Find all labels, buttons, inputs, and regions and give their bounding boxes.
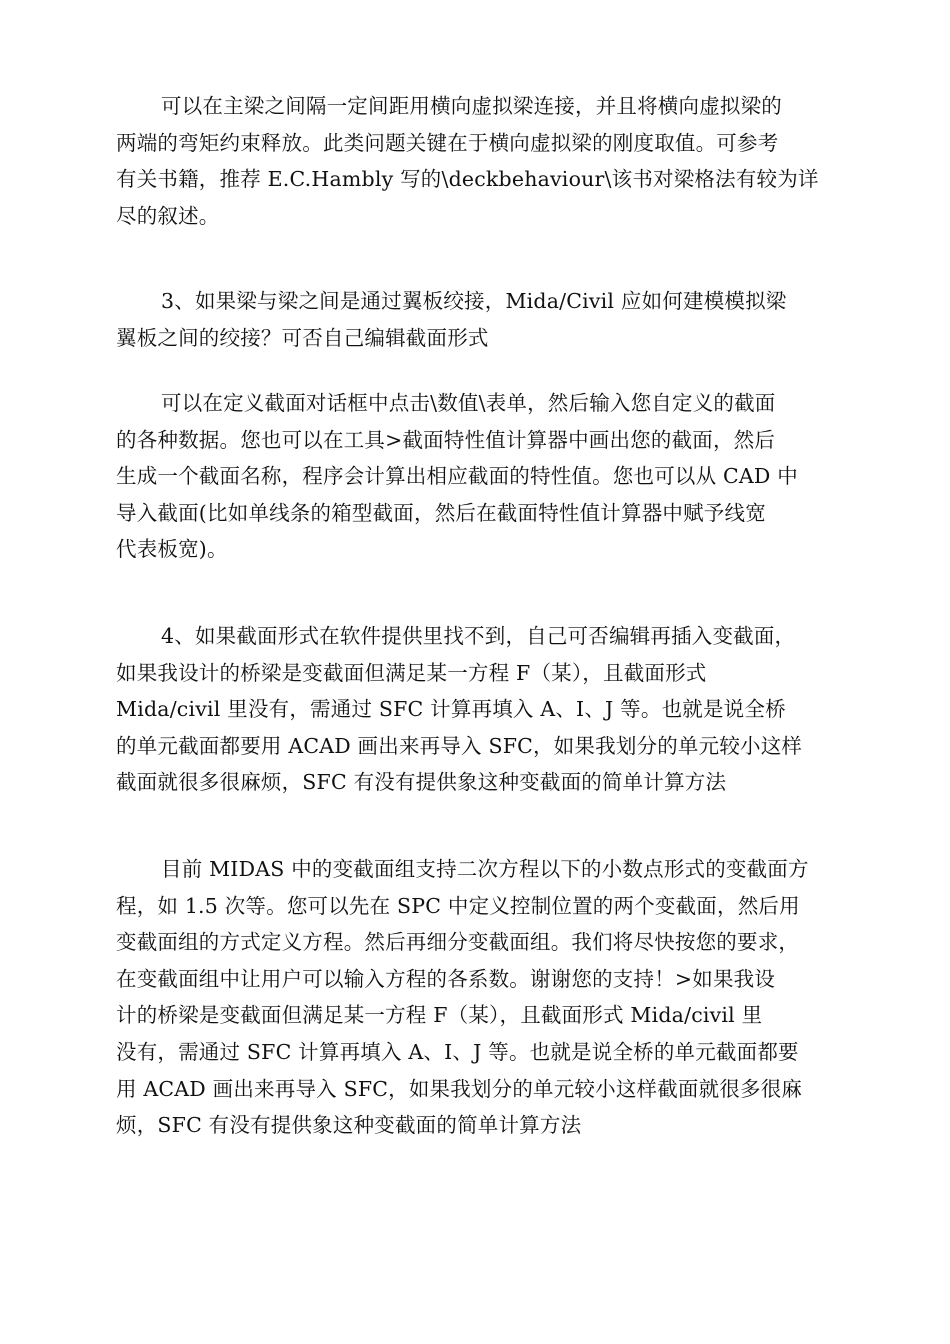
paragraph-question-3: [116, 283, 836, 356]
text-line: 代表板宽)。: [116, 537, 228, 562]
text-line: 生成一个截面名称，程序会计算出相应截面的特性值。您也可以从 CAD 中: [116, 464, 798, 489]
paragraph-answer-4: [116, 851, 836, 1144]
text-line: 可以在定义截面对话框中点击\数值\表单，然后输入您自定义的截面: [161, 391, 776, 415]
text-line: 尽的叙述。: [116, 203, 220, 228]
text-line: 变截面组的方式定义方程。然后再细分变截面组。我们将尽快按您的要求，: [116, 930, 800, 955]
text-line: 导入截面(比如单线条的箱型截面，然后在截面特性值计算器中赋予线宽: [116, 500, 766, 525]
paragraph-question-4: [116, 618, 836, 801]
text-line: 目前 MIDAS 中的变截面组支持二次方程以下的小数点形式的变截面方: [161, 857, 809, 881]
text-line: 可以在主梁之间隔一定间距用横向虚拟梁连接，并且将横向虚拟梁的: [161, 94, 782, 118]
text-line: 如果我设计的桥梁是变截面但满足某一方程 F（某），且截面形式: [116, 660, 707, 685]
text-line: Mida/civil 里没有，需通过 SFC 计算再填入 A、I、J 等。也就是说全桥: [116, 697, 786, 722]
text-line: 两端的弯矩约束释放。此类问题关键在于横向虚拟梁的刚度取值。可参考: [116, 130, 779, 155]
text-line: 烦，SFC 有没有提供象这种变截面的简单计算方法: [116, 1113, 582, 1138]
paragraph-answer-2: [116, 88, 836, 234]
text-line: 的各种数据。您也可以在工具>截面特性值计算器中画出您的截面，然后: [116, 427, 776, 452]
text-line: 截面就很多很麻烦，SFC 有没有提供象这种变截面的简单计算方法: [116, 770, 727, 795]
text-line: 的单元截面都要用 ACAD 画出来再导入 SFC，如果我划分的单元较小这样: [116, 733, 803, 758]
text-line: 程，如 1.5 次等。您可以先在 SPC 中定义控制位置的两个变截面，然后用: [116, 893, 800, 918]
text-line: 4、如果截面形式在软件提供里找不到，自己可否编辑再插入变截面，: [161, 624, 796, 648]
text-line: 没有，需通过 SFC 计算再填入 A、I、J 等。也就是说全桥的单元截面都要: [116, 1039, 799, 1064]
paragraph-answer-3: [116, 385, 836, 568]
text-line: 翼板之间的绞接？可否自己编辑截面形式: [116, 325, 489, 350]
text-line: 3、如果梁与梁之间是通过翼板绞接，Mida/Civil 应如何建模模拟梁: [161, 289, 787, 313]
text-line: 计的桥梁是变截面但满足某一方程 F（某），且截面形式 Mida/civil 里: [116, 1003, 763, 1028]
text-line: 用 ACAD 画出来再导入 SFC，如果我划分的单元较小这样截面就很多很麻: [116, 1076, 803, 1101]
text-line: 在变截面组中让用户可以输入方程的各系数。谢谢您的支持！>如果我设: [116, 966, 776, 991]
text-line: 有关书籍，推荐 E.C.Hambly 写的\deckbehaviour\该书对梁格法有较为详: [116, 167, 819, 192]
